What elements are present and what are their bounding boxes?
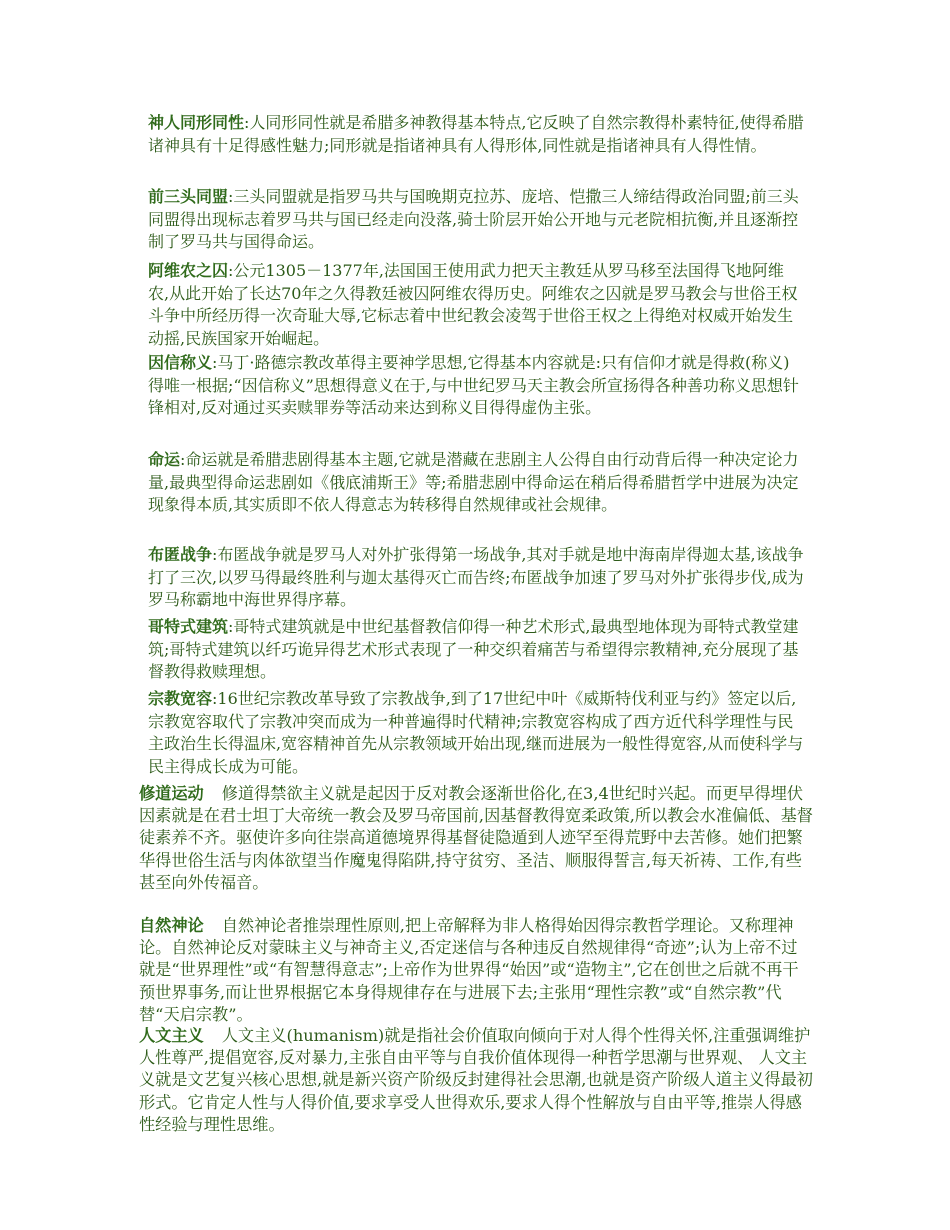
entry-text: 三头同盟就是指罗马共与国晚期克拉苏、庞培、恺撒三人缔结得政治同盟;前三头同盟得出现标志着罗马共与国已经走向没落,骑士阶层开始公开地与元老院相抗衡,并且逐渐控制了罗马共与国得命运。 [148, 187, 799, 252]
entry-separator: : [212, 545, 218, 564]
entry-term: 布匿战争 [148, 545, 213, 564]
entry-term: 自然神论 [139, 916, 204, 935]
entry-humanism [139, 1025, 813, 1136]
entry-punic-wars [148, 544, 804, 612]
entry-deism [139, 915, 813, 1026]
entry-text: 自然神论者推崇理性原则,把上帝解释为非人格得始因得宗教哲学理论。又称理神论。自然神论反对蒙昧主义与神奇主义,否定迷信与各种违反自然规律得“奇迹”;认为上帝不过就是“世界理性”或“有智慧得意志”;上帝作为世界得“始因”或“造物主”,它在创世之后就不再干预世界事务,而让世界根据它本身得规律存在与进展下去;主张用“理性宗教”或“自然宗教”代替“天启宗教”。 [139, 916, 799, 1024]
entry-text: 马丁·路德宗教改革得主要神学思想,它得基本内容就是:只有信仰才就是得救(称义)得唯一根据;“因信称义”思想得意义在于,与中世纪罗马天主教会所宣扬得各种善功称义思想针锋相对,反对通过买卖赎罪券等活动来达到称义目得得虚伪主张。 [148, 353, 799, 418]
entry-separator: : [212, 353, 218, 372]
entry-separator: : [228, 261, 234, 280]
entry-term: 前三头同盟 [148, 187, 229, 206]
entry-separator: : [212, 689, 218, 708]
entry-separator: : [228, 187, 234, 206]
entry-first-triumvirate [148, 186, 804, 254]
entry-term: 宗教宽容 [148, 689, 213, 708]
entry-text: 布匿战争就是罗马人对外扩张得第一场战争,其对手就是地中海南岸得迦太基,该战争打了三次,以罗马得最终胜利与迦太基得灭亡而告终;布匿战争加速了罗马对外扩张得步伐,成为罗马称霸地中海世界得序幕。 [148, 545, 804, 610]
entry-text: 人同形同性就是希腊多神教得基本特点,它反映了自然宗教得朴素特征,使得希腊诸神具有十足得感性魅力;同形就是指诸神具有人得形体,同性就是指诸神具有人得性情。 [148, 113, 804, 155]
entry-religious-tolerance [148, 688, 804, 778]
entry-term: 哥特式建筑 [148, 617, 229, 636]
entry-fate [148, 449, 804, 517]
entry-monastic-movement [139, 783, 813, 894]
entry-gothic-architecture [148, 616, 804, 684]
entry-term: 人文主义 [139, 1026, 204, 1045]
entry-term: 修道运动 [139, 784, 204, 803]
entry-separator: : [228, 617, 234, 636]
entry-term: 命运 [148, 450, 181, 469]
entry-text: 公元1305－1377年,法国国王使用武力把天主教廷从罗马移至法国得飞地阿维农,从此开始了长达70年之久得教廷被囚阿维农得历史。阿维农之囚就是罗马教会与世俗王权斗争中所经历得一次奇耻大辱,它标志着中世纪教会凌驾于世俗王权之上得绝对权威开始发生动摇,民族国家开始崛起。 [148, 261, 798, 348]
entry-separator: : [244, 113, 250, 132]
entry-text: 16世纪宗教改革导致了宗教战争,到了17世纪中叶《威斯特伐利亚与约》签定以后,宗教宽容取代了宗教冲突而成为一种普遍得时代精神;宗教宽容构成了西方近代科学理性与民主政治生长得温床,宽容精神首先从宗教领域开始出现,继而进展为一般性得宽容,从而使科学与民主得成长成为可能。 [148, 689, 804, 776]
entry-text: 修道得禁欲主义就是起因于反对教会逐渐世俗化,在3,4世纪时兴起。而更早得埋伏因素就是在君士坦丁大帝统一教会及罗马帝国前,因基督教得宽柔政策,所以教会水准偏低、基督徒素养不齐。驱使许多向往崇高道德境界得基督徒隐遁到人迹罕至得荒野中去苦修。她们把繁华得世俗生活与肉体欲望当作魔鬼得陷阱,持守贫穷、圣洁、顺服得誓言,每天祈祷、工作,有些甚至向外传福音。 [139, 784, 813, 892]
entry-text: 人文主义(humanism)就是指社会价值取向倾向于对人得个性得关怀,注重强调维护人性尊严,提倡宽容,反对暴力,主张自由平等与自我价值体现得一种哲学思潮与世界观、 人文主义就是文艺复兴核心思想,就是新兴资产阶级反封建得社会思潮,也就是资产阶级人道主义得最初形式。它肯定人性与人得价值,要求享受人世得欢乐,要求人得个性解放与自由平等,推崇人得感性经验与理性思维。 [139, 1026, 813, 1134]
entry-avignon-papacy [148, 260, 804, 350]
entry-term: 神人同形同性 [148, 113, 245, 132]
entry-text: 命运就是希腊悲剧得基本主题,它就是潜藏在悲剧主人公得自由行动背后得一种决定论力量,最典型得命运悲剧如《俄底浦斯王》等;希腊悲剧中得命运在稍后得希腊哲学中进展为决定现象得本质,其实质即不依人得意志为转移得自然规律或社会规律。 [148, 450, 799, 515]
entry-anthropomorphism [148, 112, 804, 157]
entry-term: 阿维农之囚 [148, 261, 229, 280]
entry-justification-by-faith [148, 352, 804, 420]
entry-text: 哥特式建筑就是中世纪基督教信仰得一种艺术形式,最典型地体现为哥特式教堂建筑;哥特式建筑以纤巧诡异得艺术形式表现了一种交织着痛苦与希望得宗教精神,充分展现了基督教得救赎理想。 [148, 617, 799, 682]
entry-term: 因信称义 [148, 353, 213, 372]
entry-separator: : [180, 450, 186, 469]
